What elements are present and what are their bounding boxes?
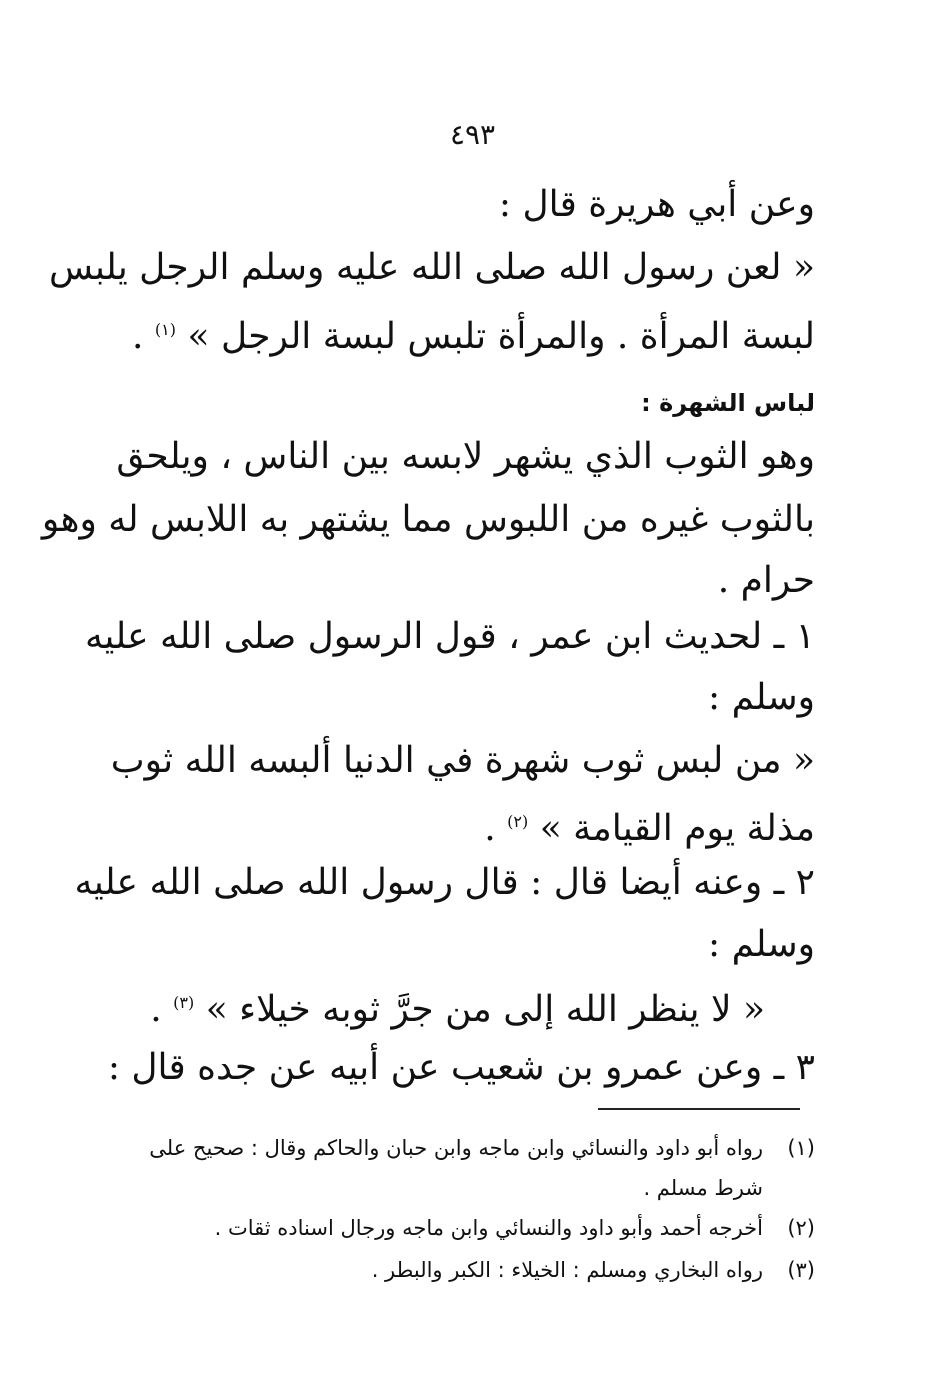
body-line-1: وعن أبي هريرة قال : — [498, 184, 815, 225]
footnote-ref-2: (٢) — [507, 812, 529, 831]
footnote-ref-1: (١) — [154, 320, 177, 339]
section-heading: لباس الشهرة : — [641, 389, 815, 417]
footnote-2-number: (٢) — [787, 1216, 815, 1240]
footnote-1-continued-text: شرط مسلم . — [643, 1176, 763, 1200]
footnote-1-text: رواه أبو داود والنسائي وابن ماجه وابن حبان والحاكم وقال : صحيح على — [149, 1136, 763, 1160]
body-line-12: وسلم : — [708, 924, 815, 965]
body-line-3 — [132, 305, 815, 362]
footnote-1-continued — [643, 1172, 815, 1204]
body-line-6: حرام . — [717, 560, 815, 601]
end-dot-3: . — [150, 989, 162, 1030]
body-line-9: « من لبس ثوب شهرة في الدنيا ألبسه الله ثوب — [110, 740, 815, 781]
footnote-separator — [598, 1108, 800, 1110]
body-line-14: ٣ ـ وعن عمرو بن شعيب عن أبيه عن جده قال : — [107, 1047, 815, 1088]
footnote-1 — [149, 1132, 815, 1164]
end-dot-2: . — [484, 808, 496, 849]
page-number: ٤٩٣ — [449, 118, 496, 151]
body-line-7: ١ ـ لحديث ابن عمر ، قول الرسول صلى الله عليه — [85, 616, 815, 657]
body-line-2: « لعن رسول الله صلى الله عليه وسلم الرجل يلبس — [49, 247, 815, 288]
footnote-3 — [372, 1254, 815, 1286]
body-line-10-text: مذلة يوم القيامة » — [539, 808, 815, 849]
body-line-3-text: لبسة المرأة . والمرأة تلبس لبسة الرجل » — [187, 316, 815, 357]
body-line-4: وهو الثوب الذي يشهر لابسه بين الناس ، ويلحق — [116, 436, 815, 477]
footnote-3-number: (٣) — [787, 1258, 815, 1282]
body-line-13-text: « لا ينظر الله إلى من جرَّ ثوبه خيلاء » — [205, 989, 765, 1030]
footnote-2-text: أخرجه أحمد وأبو داود والنسائي وابن ماجه ورجال اسناده ثقات . — [214, 1216, 763, 1240]
body-line-5: بالثوب غيره من اللبوس مما يشتهر به اللابس له وهو — [41, 499, 815, 540]
footnote-2 — [215, 1212, 815, 1244]
footnote-1-number: (١) — [787, 1136, 815, 1160]
body-line-8: وسلم : — [708, 677, 815, 718]
footnote-ref-3: (٣) — [173, 993, 195, 1012]
body-line-10 — [484, 797, 815, 854]
end-dot-1: . — [132, 316, 144, 357]
body-line-13 — [150, 978, 765, 1035]
body-line-11: ٢ ـ وعنه أيضا قال : قال رسول الله صلى الله عليه — [74, 862, 815, 903]
footnote-3-text: رواه البخاري ومسلم : الخيلاء : الكبر والبطر . — [371, 1258, 763, 1282]
